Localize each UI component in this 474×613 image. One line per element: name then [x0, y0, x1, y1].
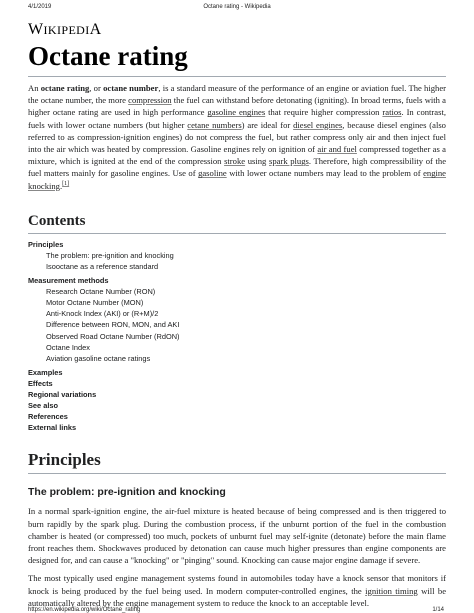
article-content: [28, 20, 446, 609]
bold-term: octane rating: [40, 83, 90, 93]
toc-item-ron[interactable]: Research Octane Number (RON): [46, 287, 156, 297]
toc-item-effects[interactable]: Effects: [28, 378, 53, 388]
toc-item-references[interactable]: References: [28, 412, 68, 422]
subsection-heading: The problem: pre-ignition and knocking: [28, 486, 226, 499]
toc-item-measurement-methods[interactable]: Measurement methods: [28, 276, 109, 286]
toc-item-principles[interactable]: Principles: [28, 239, 64, 249]
link-spark-plugs[interactable]: spark plugs: [269, 156, 309, 167]
link-diesel-engines[interactable]: diesel engines: [293, 119, 343, 130]
toc-item-isooctane[interactable]: Isooctane as a reference standard: [46, 262, 159, 272]
wikipedia-wordmark[interactable]: WIKIPEDIA: [28, 21, 102, 38]
link-air-and-fuel[interactable]: air and fuel: [317, 144, 357, 155]
link-gasoline-engines[interactable]: gasoline engines: [207, 107, 266, 118]
print-page-title: Octane rating - Wikipedia: [203, 4, 271, 10]
toc-item-aviation[interactable]: Aviation gasoline octane ratings: [46, 353, 151, 363]
print-url: https://en.wikipedia.org/wiki/Octane_rating: [28, 607, 141, 613]
toc-item-examples[interactable]: Examples: [28, 367, 63, 377]
table-of-contents: [28, 212, 446, 434]
toc-item-aki[interactable]: Anti-Knock Index (AKI) or (R+M)/2: [46, 309, 159, 319]
print-date: 4/1/2019: [28, 4, 52, 10]
body-paragraph: The most typically used engine management systems found in automobiles today have a knock sensor that monitors if knock is being produced by the fuel being used. In modern computer-controlled engines, the ignition timing will be automatically altered by the engine management system to reduce the knock to an acceptable level.: [28, 573, 447, 608]
toc-item-mon[interactable]: Motor Octane Number (MON): [46, 298, 144, 308]
reference-link[interactable]: [1]: [62, 180, 70, 187]
link-cetane-numbers[interactable]: cetane numbers: [187, 119, 242, 130]
link-ratios[interactable]: ratios: [382, 107, 402, 118]
toc-item-see-also[interactable]: See also: [28, 401, 58, 411]
toc-title: Contents: [28, 212, 446, 234]
toc-item-pre-ignition[interactable]: The problem: pre-ignition and knocking: [46, 250, 174, 260]
link-ignition-timing[interactable]: ignition timing: [365, 585, 418, 596]
link-engine-knocking[interactable]: engine knocking: [28, 168, 447, 191]
toc-item-rdon[interactable]: Observed Road Octane Number (RdON): [46, 331, 180, 341]
section-heading: Principles: [28, 449, 446, 474]
page-number: 1/14: [432, 607, 444, 613]
toc-item-octane-index[interactable]: Octane Index: [46, 342, 90, 352]
lead-paragraph: An octane rating, or octane number, is a standard measure of the performance of an engine or aviation fuel. The higher the octane number, the more compression the fuel can withstand before detonating (igniting). In broad terms, fuels with a higher octane rating are used in high performance gasoline engines that require higher compression ratios. In contrast, fuels with lower octane numbers (but higher cetane numbers) are ideal for diesel engines, because diesel engines (also referred to as compression-ignition engines) do not compress the fuel, but rather compress only air and then inject fuel into the air which was heated by compression. Gasoline engines rely on ignition of air and fuel compressed together as a mixture, which is ignited at the end of the compression stroke using spark plugs. Therefore, high compressibility of the fuel matters mainly for gasoline engines. Use of gasoline with lower octane numbers may lead to the problem of engine knocking.[1]: [28, 83, 447, 191]
body-paragraph: In a normal spark-ignition engine, the air-fuel mixture is heated because of being compressed and is then triggered to burn rapidly by the spark plug. During the combustion process, if the unburnt portion of the fuel in the combustion chamber is heated (or compressed) too much, pockets of unburnt fuel may self-ignite (detonate) before the main flame front reaches them. Shockwaves produced by detonation can cause much higher pressures than engine components are designed for, and can cause a "knocking" or "pinging" sound. Knocking can cause major engine damage if severe.: [28, 506, 446, 566]
page-title: Octane rating: [28, 40, 446, 77]
toc-item-regional-variations[interactable]: Regional variations: [28, 390, 97, 400]
link-stroke[interactable]: stroke: [224, 156, 246, 167]
bold-term: octane number: [103, 83, 159, 93]
link-compression[interactable]: compression: [128, 95, 172, 106]
toc-item-external-links[interactable]: External links: [28, 423, 77, 433]
toc-item-difference[interactable]: Difference between RON, MON, and AKI: [46, 320, 180, 330]
link-gasoline[interactable]: gasoline: [198, 168, 227, 179]
toc-list: [28, 239, 446, 434]
